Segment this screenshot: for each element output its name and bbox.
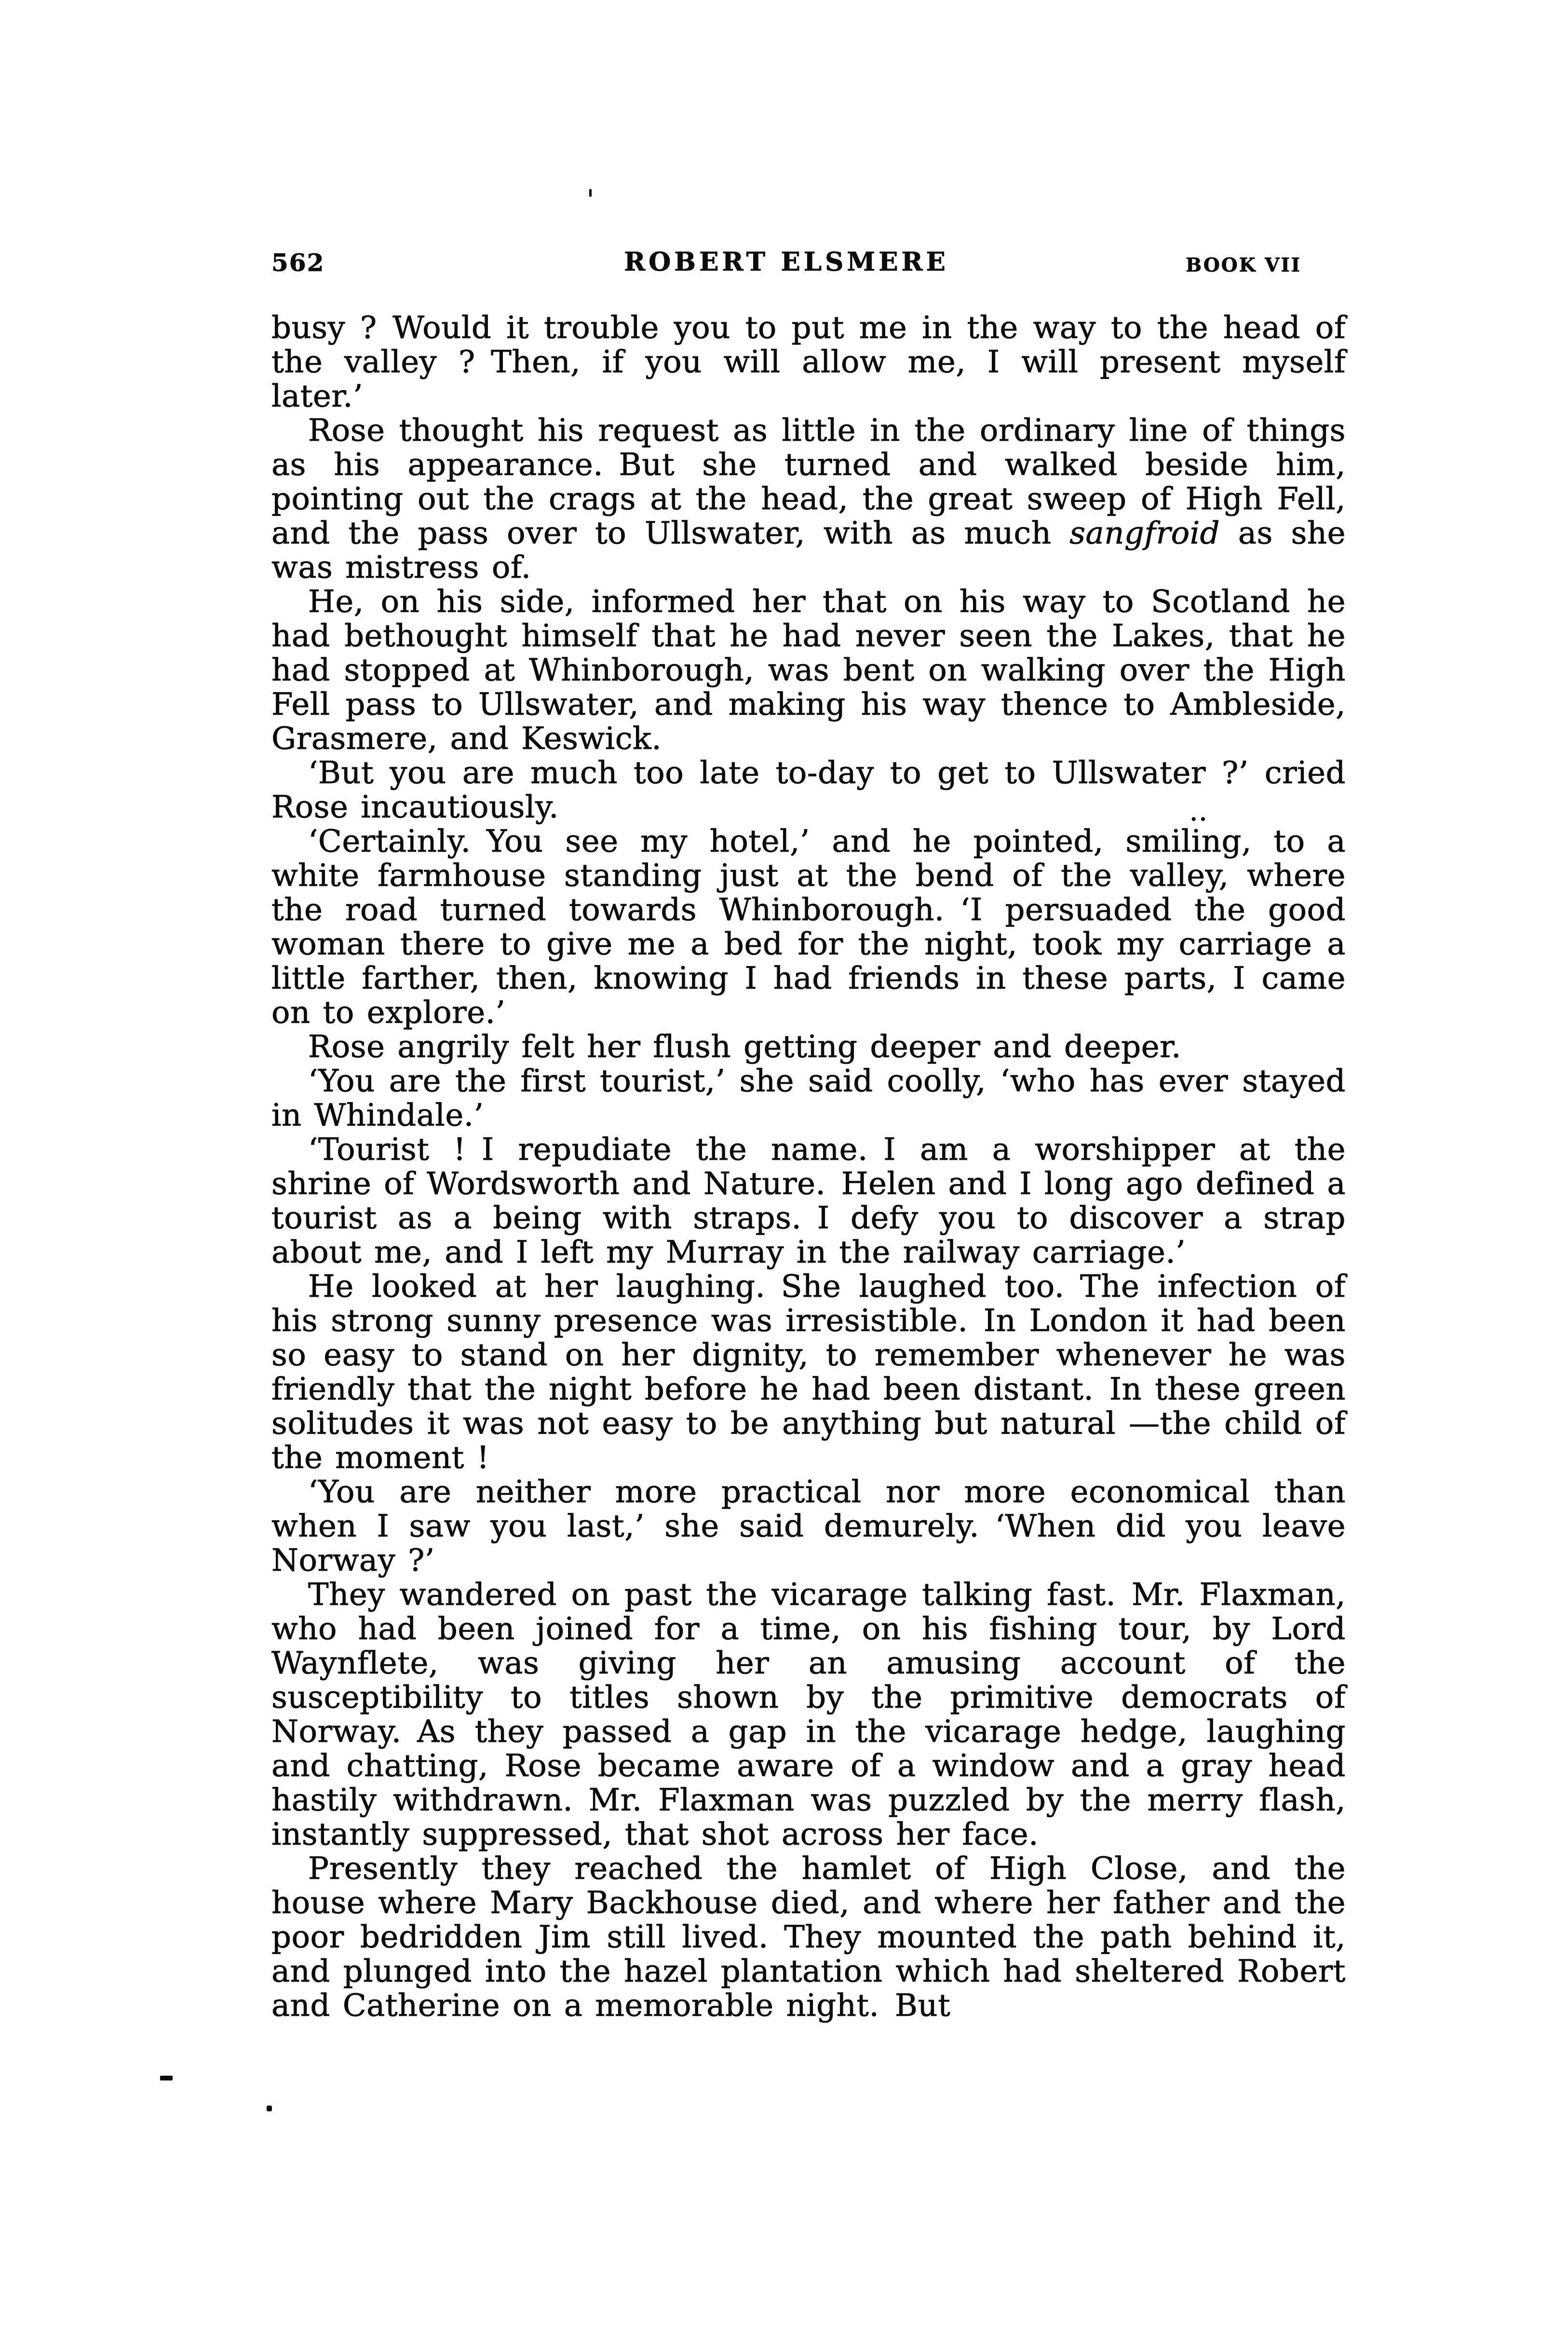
text-segment: ‘You are the first tourist,’ she said coolly, ‘who has ever stayed in Whindale.’	[271, 1063, 1346, 1133]
text-segment: ‘You are neither more practical nor more economical than when I saw you last,’ she said demurely. ‘When did you leave Norway ?’	[271, 1474, 1346, 1578]
paragraph	[271, 1475, 1346, 1578]
text-segment: ‘Certainly. You see my hotel,’ and he pointed, smiling, to a white farmhouse standing just at the bend of the valley, where the road turned towards Whinborough. ‘I persuaded the good woman there to give me a bed for the night, took my carriage a little farther, then, knowing I had friends in these parts, I came on to explore.’	[271, 824, 1346, 1031]
paragraph	[271, 585, 1346, 756]
text-segment: busy ? Would it trouble you to put me in the way to the head of the valley ? Then, if you will allow me, I will present myself later.’	[271, 310, 1346, 414]
running-title: ROBERT ELSMERE	[624, 247, 949, 277]
paragraph	[271, 1852, 1346, 2023]
text-segment: They wandered on past the vicarage talking fast. Mr. Flaxman, who had been joined for a time, on his fishing tour, by Lord Waynflete, was giving her an amusing account of the susceptibility to titles shown by the primitive democrats of Norway. As they passed a gap in the vicarage hedge, laughing and chatting, Rose became aware of a window and a gray head hastily withdrawn. Mr. Flaxman was puzzled by the merry flash, instantly suppressed, that shot across her face.	[271, 1577, 1346, 1852]
italic-text: sangfroid	[1069, 516, 1220, 551]
paragraph	[271, 1064, 1346, 1133]
paragraph	[271, 825, 1346, 1030]
text-segment: as she was mistress of.	[271, 516, 1346, 585]
text-segment: Rose thought his request as little in the ordinary line of things as his appearance. But she turned and walked beside him, pointing out the crags at the head, the great sweep of High Fell, and the pass over to Ullswater, with as much	[271, 413, 1346, 551]
scan-artifact	[160, 2076, 173, 2080]
text-segment: Presently they reached the hamlet of High Close, and the house where Mary Backhouse died, and where her father and the poor bedridden Jim still lived. They mounted the path behind it, and plunged into the hazel plantation which had sheltered Robert and Catherine on a memorable night. But	[271, 1851, 1346, 2024]
text-segment: ‘Tourist ! I repudiate the name. I am a worshipper at the shrine of Wordsworth and Nature. Helen and I long ago defined a tourist as a being with straps. I defy you to discover a strap about me, and I left my Murray in the railway carriage.’	[271, 1132, 1346, 1270]
paragraph	[271, 1133, 1346, 1270]
paragraph	[271, 414, 1346, 585]
text-segment: He, on his side, informed her that on his way to Scotland he had bethought himself that he had never seen the Lakes, that he had stopped at Whinborough, was bent on walking over the High Fell pass to Ullswater, and making his way thence to Ambleside, Grasmere, and Keswick.	[271, 584, 1346, 757]
running-header	[271, 247, 1346, 281]
scan-artifact	[267, 2106, 272, 2111]
text-block	[271, 311, 1346, 2023]
paragraph	[271, 1578, 1346, 1852]
page-number: 562	[271, 248, 325, 277]
text-segment: Rose angrily felt her flush getting deeper and deeper.	[308, 1029, 1181, 1065]
scan-artifact: ..	[1190, 802, 1209, 826]
paragraph	[271, 1270, 1346, 1475]
scan-artifact	[589, 189, 592, 197]
text-segment: ‘But you are much too late to-day to get to Ullswater ?’ cried Rose incautiously.	[271, 755, 1346, 825]
text-segment: He looked at her laughing. She laughed too. The infection of his strong sunny presence was irresistible. In London it had been so easy to stand on her dignity, to remember whenever he was friendly that the night before he had been distant. In these green solitudes it was not easy to be anything but natural —the child of the moment !	[271, 1269, 1346, 1476]
paragraph	[271, 311, 1346, 414]
paragraph	[271, 1030, 1346, 1064]
book-label: BOOK VII	[1186, 254, 1301, 276]
paragraph	[271, 756, 1346, 825]
